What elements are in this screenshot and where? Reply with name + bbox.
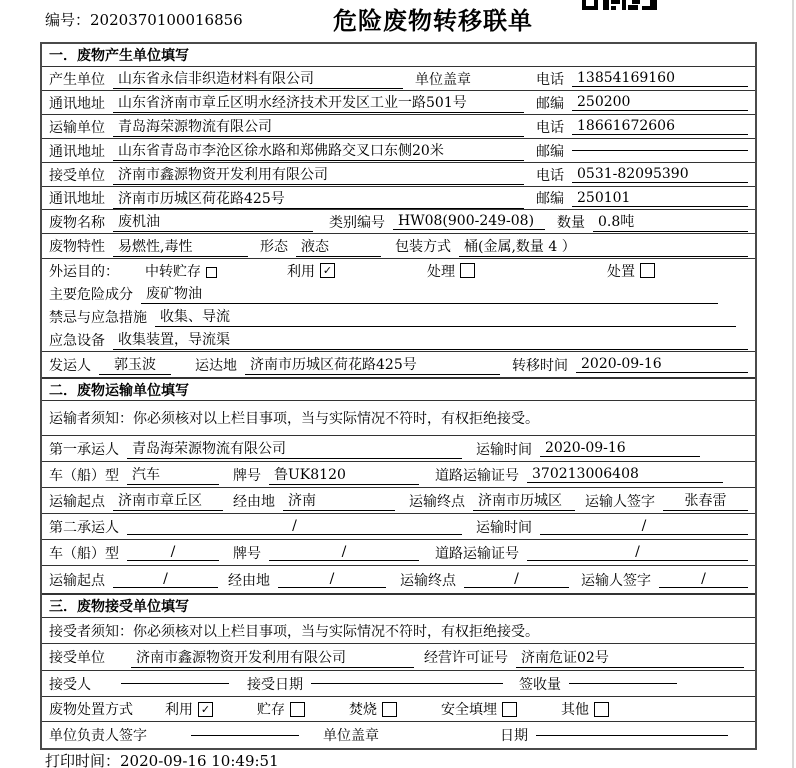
accept-unit-field[interactable]: 济南市鑫源物资开发利用有限公司 xyxy=(131,647,414,668)
second-carrier-field[interactable]: / xyxy=(127,518,462,535)
transporter-zip-label: 邮编 xyxy=(536,143,564,160)
hazard-field[interactable]: 废矿物油 xyxy=(141,283,718,304)
responsible-sign-field[interactable] xyxy=(191,735,299,736)
disposal-other-checkbox[interactable] xyxy=(594,702,609,717)
transporter-row xyxy=(42,115,755,139)
waste-character-label: 废物特性 xyxy=(49,239,105,255)
section-1-header xyxy=(42,44,755,67)
receiver-notice-text: 接受者须知：你必须核对以上栏目事项，当与实际情况不符时，有权拒绝接受。 xyxy=(49,623,539,640)
license-label: 经营许可证号 xyxy=(424,650,508,666)
purpose-dispose-label: 处置 xyxy=(607,263,635,280)
hazard-label: 主要危险成分 xyxy=(49,286,133,303)
disposal-other-label: 其他 xyxy=(561,702,589,718)
purpose-storage-checkbox[interactable] xyxy=(206,267,217,278)
disposal-use-label: 利用 xyxy=(165,702,193,718)
producer-name-field[interactable]: 山东省永信非织造材料有限公司 xyxy=(113,68,403,89)
via-label: 经由地 xyxy=(233,493,275,510)
vehicle-type-field[interactable]: 汽车 xyxy=(127,464,219,485)
vehicle-2-row xyxy=(42,540,755,566)
road-permit-field[interactable]: 370213006408 xyxy=(527,466,723,483)
equipment-row xyxy=(42,328,755,352)
producer-zip-field[interactable]: 250200 xyxy=(572,94,748,111)
plate-2-field[interactable]: / xyxy=(269,544,419,561)
disposal-use-checkbox[interactable] xyxy=(198,702,213,717)
transporter-phone-field[interactable]: 18661672606 xyxy=(572,118,748,135)
route-start-2-field[interactable]: / xyxy=(113,571,218,588)
producer-zip-label: 邮编 xyxy=(536,95,564,112)
route-end-field[interactable]: 济南市历城区 xyxy=(473,490,575,511)
receiver-address-label: 通讯地址 xyxy=(49,191,105,207)
receiver-zip-field[interactable]: 250101 xyxy=(572,190,748,207)
purpose-row xyxy=(42,259,755,282)
route-2-row xyxy=(42,566,755,593)
route-start-2-label: 运输起点 xyxy=(49,572,105,589)
route-1-row xyxy=(42,488,755,514)
shipper-field[interactable]: 郭玉波 xyxy=(99,354,171,375)
unit-seal-label: 单位盖章 xyxy=(415,71,471,88)
waste-qty-label: 数量 xyxy=(557,214,585,231)
accept-person-label: 接受人 xyxy=(49,676,91,693)
purpose-option-storage xyxy=(145,261,217,281)
waste-name-label: 废物名称 xyxy=(49,214,105,231)
license-field[interactable]: 济南危证02号 xyxy=(516,647,744,668)
print-time-label: 打印时间： xyxy=(45,752,121,768)
carrier-sign-label: 运输人签字 xyxy=(585,493,655,510)
shipper-row xyxy=(42,352,755,377)
receiver-phone-field[interactable]: 0531-82095390 xyxy=(572,166,748,183)
checkbox-mark: ✓ xyxy=(322,264,333,277)
plate-field[interactable]: 鲁UK8120 xyxy=(269,464,419,485)
plate-2-label: 牌号 xyxy=(233,545,261,562)
accept-person-row xyxy=(42,671,755,697)
first-carrier-label: 第一承运人 xyxy=(49,441,119,458)
vehicle-1-row xyxy=(42,462,755,488)
producer-phone-label: 电话 xyxy=(536,71,564,88)
purpose-label: 外运目的： xyxy=(49,263,119,280)
equipment-label: 应急设备 xyxy=(49,332,105,349)
waste-category-field[interactable]: HW08(900-249-08) xyxy=(393,213,545,230)
waste-form-field[interactable]: 液态 xyxy=(296,236,381,257)
transporter-phone-label: 电话 xyxy=(536,119,564,136)
second-carrier-row xyxy=(42,514,755,540)
carrier-sign-field[interactable]: 张春雷 xyxy=(663,490,748,511)
sign-date-label: 日期 xyxy=(500,728,528,744)
accept-date-label: 接受日期 xyxy=(247,676,303,693)
transporter-label: 运输单位 xyxy=(49,119,105,136)
accept-unit-label: 接受单位 xyxy=(49,650,105,666)
destination-label: 运达地 xyxy=(195,357,237,374)
waste-category-label: 类别编号 xyxy=(329,214,385,231)
transporter-address-row xyxy=(42,139,755,163)
purpose-use-checkbox[interactable] xyxy=(320,263,335,278)
sign-date-field[interactable] xyxy=(536,735,728,736)
unit-seal-3-label: 单位盖章 xyxy=(323,728,379,744)
vehicle-type-label: 车（船）型 xyxy=(49,467,119,484)
responsible-sign-row xyxy=(42,722,755,748)
disposal-store-checkbox[interactable] xyxy=(290,702,305,717)
first-carrier-field[interactable]: 青岛海荣源物流有限公司 xyxy=(127,438,462,459)
transfer-time-label: 转移时间 xyxy=(512,357,568,374)
carrier-sign-2-label: 运输人签字 xyxy=(581,572,651,589)
taboo-row xyxy=(42,305,755,328)
disposal-option-store xyxy=(257,699,305,719)
print-time-value: 2020-09-16 10:49:51 xyxy=(120,752,279,768)
route-start-field[interactable]: 济南市章丘区 xyxy=(113,490,223,511)
route-end-2-field[interactable]: / xyxy=(464,571,569,588)
disposal-burn-checkbox[interactable] xyxy=(382,702,397,717)
checkbox-mark: ✓ xyxy=(200,702,211,716)
qr-code-fragment xyxy=(582,0,658,11)
received-qty-field[interactable] xyxy=(569,683,677,684)
transport-time-label: 运输时间 xyxy=(476,441,532,458)
disposal-option-other xyxy=(561,699,609,719)
road-permit-2-field[interactable]: / xyxy=(527,544,748,561)
transporter-address-field[interactable]: 山东省青岛市李沧区徐水路和郑佛路交叉口东侧20米 xyxy=(113,140,524,161)
receiver-row xyxy=(42,163,755,187)
carrier-sign-2-field[interactable]: / xyxy=(659,571,748,588)
producer-address-row xyxy=(42,91,755,115)
shipper-label: 发运人 xyxy=(49,357,91,374)
transporter-notice-row xyxy=(42,401,755,436)
hazard-row xyxy=(42,282,755,305)
road-permit-label: 道路运输证号 xyxy=(435,467,519,484)
accept-unit-row xyxy=(42,644,755,671)
receiver-zip-label: 邮编 xyxy=(536,191,564,207)
transport-time-2-label: 运输时间 xyxy=(476,519,532,536)
receiver-notice-row xyxy=(42,618,755,644)
transporter-zip-field[interactable] xyxy=(572,150,748,151)
waste-qty-field[interactable]: 0.8吨 xyxy=(593,211,748,232)
route-start-label: 运输起点 xyxy=(49,493,105,510)
page-edge-line xyxy=(792,0,794,768)
disposal-option-burn xyxy=(349,699,397,719)
second-carrier-label: 第二承运人 xyxy=(49,519,119,536)
transporter-name-field[interactable]: 青岛海荣源物流有限公司 xyxy=(113,116,524,137)
vehicle-type-2-label: 车（船）型 xyxy=(49,545,119,562)
route-end-2-label: 运输终点 xyxy=(400,572,456,589)
purpose-use-label: 利用 xyxy=(287,263,315,280)
section-1-title: 一．废物产生单位填写 xyxy=(49,48,189,64)
vehicle-type-2-field[interactable]: / xyxy=(127,544,219,561)
receiver-address-field[interactable]: 济南市历城区荷花路425号 xyxy=(113,188,524,209)
waste-pack-field[interactable]: 桶(金属,数量 4 ） xyxy=(459,236,748,257)
disposal-store-label: 贮存 xyxy=(257,702,285,718)
waste-pack-label: 包装方式 xyxy=(395,239,451,255)
section-2-header xyxy=(42,377,755,401)
disposal-option-use xyxy=(165,699,213,719)
receiver-label: 接受单位 xyxy=(49,167,105,184)
purpose-option-dispose xyxy=(607,261,655,281)
via-field[interactable]: 济南 xyxy=(283,490,395,511)
via-2-field[interactable]: / xyxy=(278,571,386,588)
transport-time-2-field[interactable]: / xyxy=(540,518,748,535)
producer-row xyxy=(42,67,755,91)
plate-label: 牌号 xyxy=(233,467,261,484)
accept-person-field[interactable] xyxy=(121,683,229,684)
serial-value: 2020370100016856 xyxy=(90,11,243,29)
section-2-title: 二．废物运输单位填写 xyxy=(49,382,189,399)
producer-address-label: 通讯地址 xyxy=(49,95,105,112)
waste-character-row xyxy=(42,234,755,259)
waste-name-field[interactable]: 废机油 xyxy=(113,211,313,232)
purpose-option-use xyxy=(287,261,335,281)
receiver-phone-label: 电话 xyxy=(536,167,564,184)
waste-character-field[interactable]: 易燃性,毒性 xyxy=(113,236,248,257)
section-3-title: 三．废物接受单位填写 xyxy=(49,599,189,615)
purpose-dispose-checkbox[interactable] xyxy=(640,263,655,278)
producer-address-field[interactable]: 山东省济南市章丘区明水经济技术开发区工业一路501号 xyxy=(113,92,524,113)
purpose-treat-checkbox[interactable] xyxy=(460,263,475,278)
receiver-name-field[interactable]: 济南市鑫源物资开发利用有限公司 xyxy=(113,164,524,185)
via-2-label: 经由地 xyxy=(228,572,270,589)
waste-name-row xyxy=(42,210,755,234)
destination-field[interactable]: 济南市历城区荷花路425号 xyxy=(245,354,500,375)
section-3-header xyxy=(42,593,755,618)
producer-phone-field[interactable]: 13854169160 xyxy=(572,70,748,87)
equipment-field[interactable]: 收集装置，导流渠 xyxy=(113,329,748,350)
disposal-method-row xyxy=(42,697,755,722)
route-end-label: 运输终点 xyxy=(409,493,465,510)
transfer-time-field[interactable]: 2020-09-16 xyxy=(576,356,748,373)
disposal-landfill-checkbox[interactable] xyxy=(502,702,517,717)
responsible-sign-label: 单位负责人签字 xyxy=(49,728,147,744)
purpose-treat-label: 处理 xyxy=(427,263,455,280)
print-time xyxy=(45,750,279,768)
transporter-address-label: 通讯地址 xyxy=(49,143,105,160)
serial-number xyxy=(45,9,243,30)
disposal-method-label: 废物处置方式 xyxy=(49,702,133,718)
first-carrier-row xyxy=(42,436,755,462)
road-permit-2-label: 道路运输证号 xyxy=(435,545,519,562)
form-title: 危险废物转移联单 xyxy=(333,7,533,35)
taboo-field[interactable]: 收集、导流 xyxy=(155,306,736,327)
received-qty-label: 签收量 xyxy=(519,676,561,693)
accept-date-field[interactable] xyxy=(311,683,503,684)
producer-label: 产生单位 xyxy=(49,71,105,88)
waste-form-label: 形态 xyxy=(260,239,288,255)
receiver-address-row xyxy=(42,187,755,210)
disposal-landfill-label: 安全填埋 xyxy=(441,702,497,718)
disposal-option-landfill xyxy=(441,699,517,719)
transporter-notice-text: 运输者须知：你必须核对以上栏目事项，当与实际情况不符时，有权拒绝接受。 xyxy=(49,411,539,427)
transport-time-field[interactable]: 2020-09-16 xyxy=(540,440,700,457)
purpose-option-treat xyxy=(427,261,475,281)
purpose-storage-label: 中转贮存 xyxy=(145,263,201,280)
serial-label: 编号： xyxy=(45,11,91,29)
disposal-burn-label: 焚烧 xyxy=(349,702,377,718)
taboo-label: 禁忌与应急措施 xyxy=(49,309,147,326)
manifest-table xyxy=(40,42,757,750)
